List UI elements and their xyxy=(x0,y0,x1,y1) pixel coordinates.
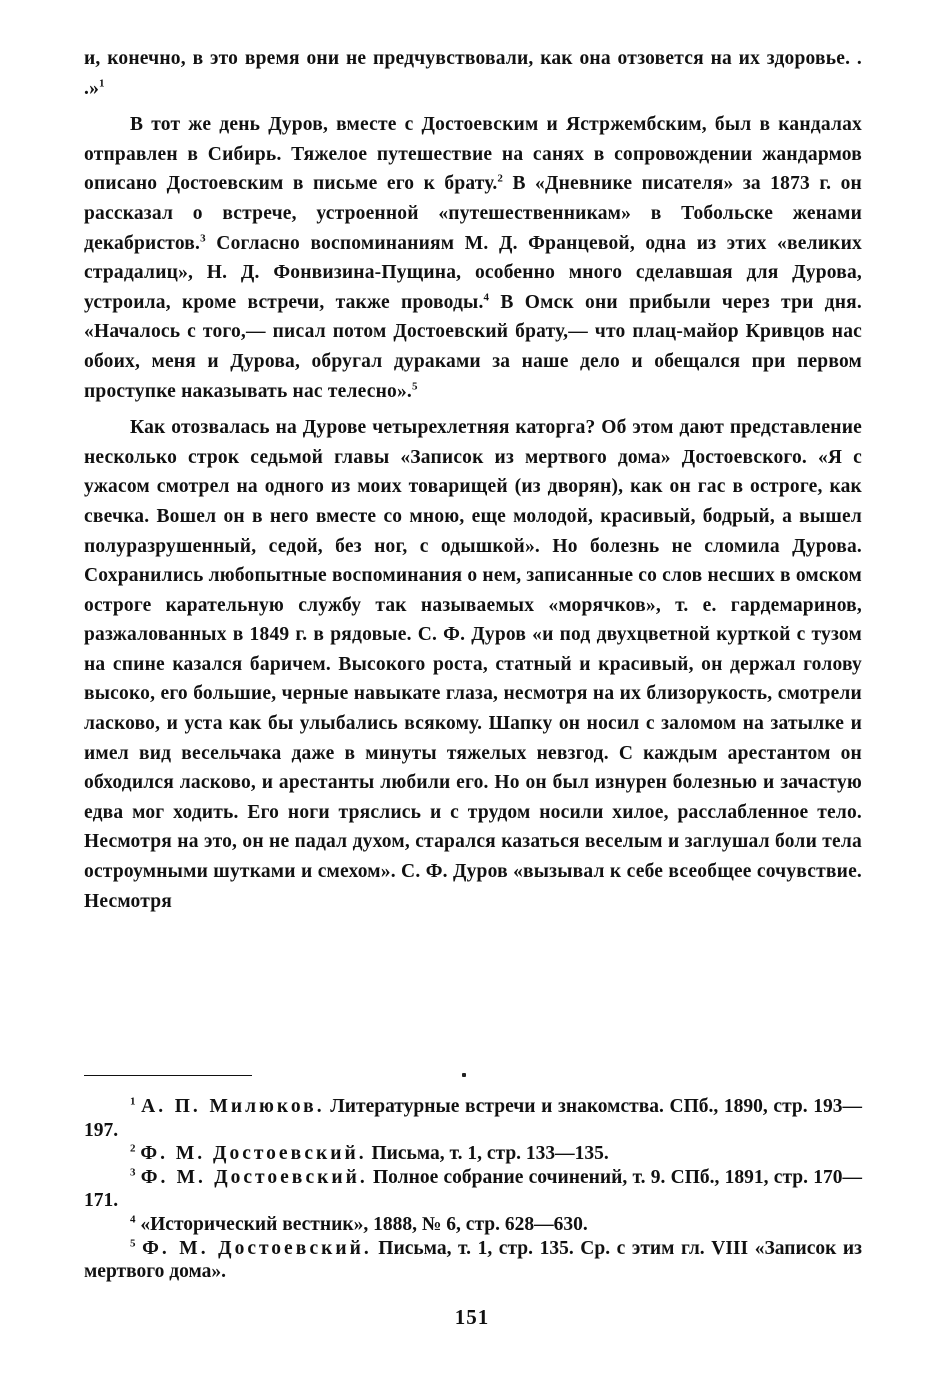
footnote-number: 4 xyxy=(130,1213,136,1226)
page-body xyxy=(84,44,862,916)
paragraph-1 xyxy=(84,44,862,103)
footnote-number: 1 xyxy=(130,1095,136,1108)
footnote-ref-4: 4 xyxy=(483,291,490,304)
footnote-text: Литературные встречи и знакомства. СПб., 1890, стр. 193—197. xyxy=(84,1096,862,1141)
footnote-ref-2: 2 xyxy=(497,172,504,185)
footnote-text: Полное собрание сочинений, т. 9. СПб., 1891, стр. 170—171. xyxy=(84,1166,862,1212)
footnote-text: Письма, т. 1, стр. 135. Ср. с этим гл. VIII «Записок из мертвого дома». xyxy=(84,1237,862,1283)
footnote-author: Ф. М. Достоевский. xyxy=(140,1166,368,1188)
footnote-number: 5 xyxy=(130,1237,136,1250)
footnote-author: А. П. Милюков. xyxy=(141,1096,325,1117)
paragraph-2-text-b: В «Дневнике писателя» за 1873 г. он рассказал о встрече, устроенной «путешественникам» в Тобольске женами декабристов. xyxy=(84,173,862,254)
footnote-text: Письма, т. 1, стр. 133—135. xyxy=(366,1143,609,1165)
paragraph-1-text: и, конечно, в это время они не предчувствовали, как она отзовется на их здоровье. . .» xyxy=(84,48,862,99)
footnote-number: 3 xyxy=(130,1166,136,1179)
footnote-author: Ф. М. Достоевский. xyxy=(140,1143,367,1165)
footnote-author: Ф. М. Достоевский. xyxy=(142,1237,372,1259)
footnote-3 xyxy=(84,1166,862,1213)
footnote-2 xyxy=(84,1142,862,1166)
footnote-ref-3: 3 xyxy=(200,232,206,245)
footnote-4 xyxy=(84,1213,862,1237)
paragraph-2-text-c: Согласно воспоминаниям М. Д. Францевой, одна из этих «великих страдалиц», Н. Д. Фонвизина-Пущина, особенно много сделавшая для Дурова, устроила, кроме встречи, также проводы. xyxy=(84,232,862,313)
paragraph-2 xyxy=(84,110,862,406)
paragraph-3: Как отозвалась на Дурове четырехлетняя каторга? Об этом дают представление несколько строк седьмой главы «Записок из мертвого дома» Достоевского. «Я с ужасом смотрел на одного из моих товарищей (из дворян), как он гас в остроге, как свечка. Вошел он в него вместе со мною, еще молодой, красивый, бодрый, а вышел полуразрушенный, седой, без ног, с одышкой». Но болезнь не сломила Дурова. Сохранились любопытные воспоминания о нем, записанные со слов несших в омском остроге карательную службу так называемых «морячков», т. е. гардемаринов, разжалованных в 1849 г. в рядовые. С. Ф. Дуров «и под двухцветной курткой с тузом на спине казался баричем. Высокого роста, статный и красивый, он держал голову высоко, его большие, черные навыкате глаза, несмотря на их близорукость, смотрели ласково, и уста как бы улыбались всякому. Шапку он носил с заломом на затылке и имел вид весельчака даже в минуты тяжелых невзгод. С каждым арестантом он обходился ласково, и арестанты любили его. Но он был изнурен болезнью и зачастую едва мог ходить. Его ноги тряслись и с трудом носили хилое, расслабленное тело. Несмотря на это, он не падал духом, старался казаться веселым и заглушал боли тела остроумными шутками и смехом». С. Ф. Дуров «вызывал к себе всеобщее сочувствие. Несмотря xyxy=(84,417,862,912)
footnote-number: 2 xyxy=(130,1142,136,1155)
footnote-separator xyxy=(84,1070,862,1082)
footnote-5 xyxy=(84,1237,862,1284)
footnotes xyxy=(84,1095,862,1284)
page-number: 151 xyxy=(454,1305,490,1329)
footnote-ref-1: 1 xyxy=(99,77,105,90)
paragraph-2-text-d: В Омск они прибыли через три дня. «Началось с того,— писал потом Достоевский брату,— что плац-майор Кривцов нас обоих, меня и Дурова, обругал дураками за наше дело и обещался при первом проступке наказывать нас телесно». xyxy=(84,291,863,402)
paragraph-2-text-a: В тот же день Дуров, вместе с Достоевским и Ястржембским, был в кандалах отправлен в Сибирь. Тяжелое путешествие на санях в сопровождении жандармов описано Достоевским в письме его к брату. xyxy=(84,114,862,195)
footnote-text: «Исторический вестник», 1888, № 6, стр. 628—630. xyxy=(140,1213,588,1235)
footnote-ref-5: 5 xyxy=(412,380,418,393)
footnote-1 xyxy=(84,1095,862,1142)
print-speck xyxy=(462,1073,466,1077)
main-text xyxy=(84,44,862,916)
footnote-rule xyxy=(84,1075,252,1076)
